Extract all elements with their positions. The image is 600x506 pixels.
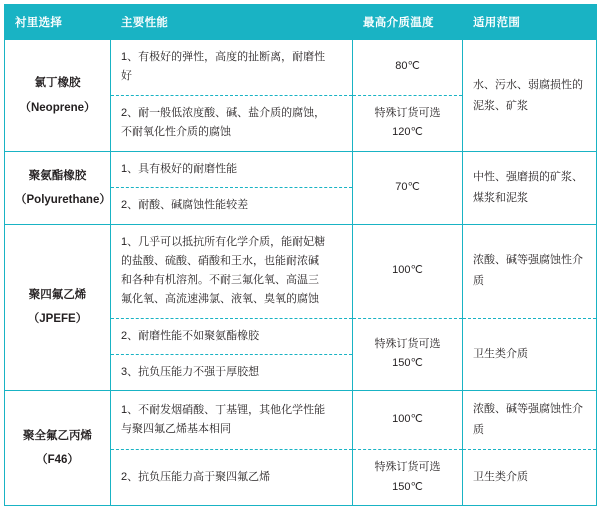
cell-lining-name: 聚氨酯橡胶 （Polyurethane） — [5, 152, 111, 225]
cell-scope: 中性、强磨损的矿浆、 煤浆和泥浆 — [463, 152, 597, 225]
table-row — [5, 40, 597, 96]
cell-max-temperature: 100℃ — [353, 224, 463, 318]
cell-performance: 1、几乎可以抵抗所有化学介质，能耐妃糖 的盐酸、硫酸、硝酸和王水，也能耐浓碱 和各种有机溶剂。不耐三氟化氧、高温三 氟化氧、高流速沸氯、液氧、臭氧的腐蚀 — [111, 224, 353, 318]
cell-max-temperature: 70℃ — [353, 152, 463, 225]
cell-performance: 2、耐磨性能不如聚氨酯橡胶 — [111, 318, 353, 354]
cell-performance: 1、不耐发烟硝酸、丁基锂，其他化学性能 与聚四氟乙烯基本相同 — [111, 391, 353, 450]
cell-scope: 浓酸、碱等强腐蚀性介 质 — [463, 224, 597, 318]
table-body — [5, 40, 597, 506]
cell-lining-name: 聚全氟乙丙烯 （F46） — [5, 391, 111, 506]
cell-performance: 1、有极好的弹性，高度的扯断离，耐磨性 好 — [111, 40, 353, 96]
cell-max-temperature: 特殊订货可选 150℃ — [353, 318, 463, 391]
cell-scope: 卫生类介质 — [463, 449, 597, 506]
cell-performance: 2、耐一般低浓度酸、碱、盐介质的腐蚀， 不耐氧化性介质的腐蚀 — [111, 95, 353, 152]
cell-lining-name: 氯丁橡胶 （Neoprene） — [5, 40, 111, 152]
cell-scope: 浓酸、碱等强腐蚀性介 质 — [463, 391, 597, 450]
cell-performance: 3、抗负压能力不强于厚胶想 — [111, 354, 353, 390]
cell-max-temperature: 特殊订货可选 150℃ — [353, 449, 463, 506]
table-header — [5, 5, 597, 40]
cell-scope: 水、污水、弱腐损性的 泥浆、矿浆 — [463, 40, 597, 152]
table-row — [5, 391, 597, 450]
table-header-row — [5, 5, 597, 40]
table-row — [5, 224, 597, 318]
table-row — [5, 152, 597, 188]
cell-scope: 卫生类介质 — [463, 318, 597, 391]
cell-performance: 2、抗负压能力高于聚四氟乙烯 — [111, 449, 353, 506]
cell-lining-name: 聚四氟乙烯 （JPEFE） — [5, 224, 111, 391]
cell-performance: 2、耐酸、碱腐蚀性能较差 — [111, 188, 353, 224]
cell-max-temperature: 100℃ — [353, 391, 463, 450]
cell-max-temperature: 特殊订货可选 120℃ — [353, 95, 463, 152]
cell-max-temperature: 80℃ — [353, 40, 463, 96]
column-header-max-temperature: 最高介质温度 — [353, 5, 463, 40]
lining-selection-table — [4, 4, 597, 506]
column-header-lining: 衬里选择 — [5, 5, 111, 40]
column-header-scope: 适用范围 — [463, 5, 597, 40]
column-header-performance: 主要性能 — [111, 5, 353, 40]
cell-performance: 1、具有极好的耐磨性能 — [111, 152, 353, 188]
